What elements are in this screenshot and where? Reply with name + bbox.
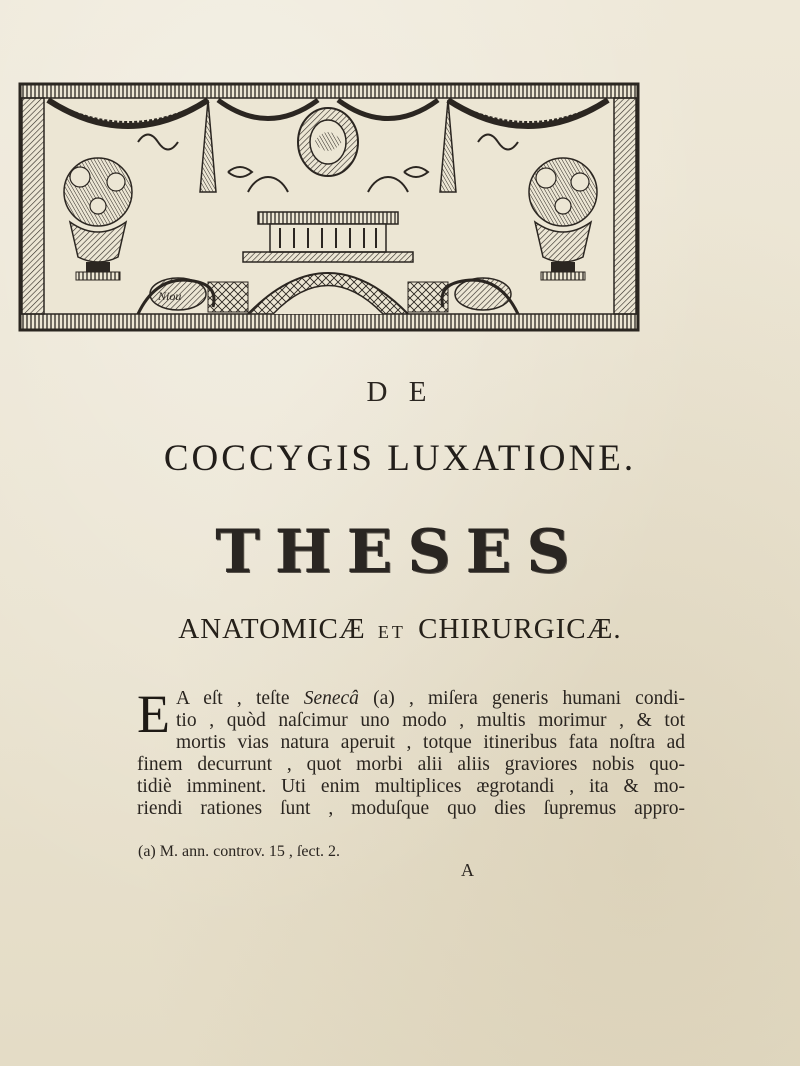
body-line-6: riendi rationes ſunt , moduſque quo dies ſupremus appro- <box>137 798 685 819</box>
title-theses: THESES <box>215 517 585 587</box>
drop-cap: E <box>137 684 170 744</box>
body-line-1a: A eſt , teſte <box>176 688 304 709</box>
signature-mark: A <box>461 860 474 880</box>
engraver-signature: Niou <box>158 289 182 303</box>
body-line-1 <box>137 688 685 710</box>
footnote: (a) M. ann. controv. 15 , ſect. 2. <box>138 843 341 860</box>
seneca-citation: Senecâ <box>303 688 359 709</box>
body-paragraph <box>137 684 685 820</box>
body-line-1b: (a) , miſera generis humani condi- <box>358 688 685 709</box>
subtitle-anatomicae: ANATOMICÆ <box>178 613 366 645</box>
title-de: D E <box>366 376 434 408</box>
body-line-5: tidiè imminent. Uti enim multiplices ægrotandi , ita & mo- <box>137 776 685 797</box>
body-line-3: mortis vias natura aperuit , totque itineribus fata noſtra ad <box>176 732 685 753</box>
decorative-headpiece <box>18 82 640 332</box>
title-main: COCCYGIS LUXATIONE. <box>163 438 637 479</box>
title-subtitle <box>0 613 800 646</box>
body-line-2: tio , quòd naſcimur uno modo , multis morimur , & tot <box>176 710 685 731</box>
body-line-4: finem decurrunt , quot morbi alii aliis graviores nobis quo- <box>137 754 685 775</box>
subtitle-et: ET <box>377 622 406 642</box>
subtitle-chirurgicae: CHIRURGICÆ. <box>418 613 622 645</box>
